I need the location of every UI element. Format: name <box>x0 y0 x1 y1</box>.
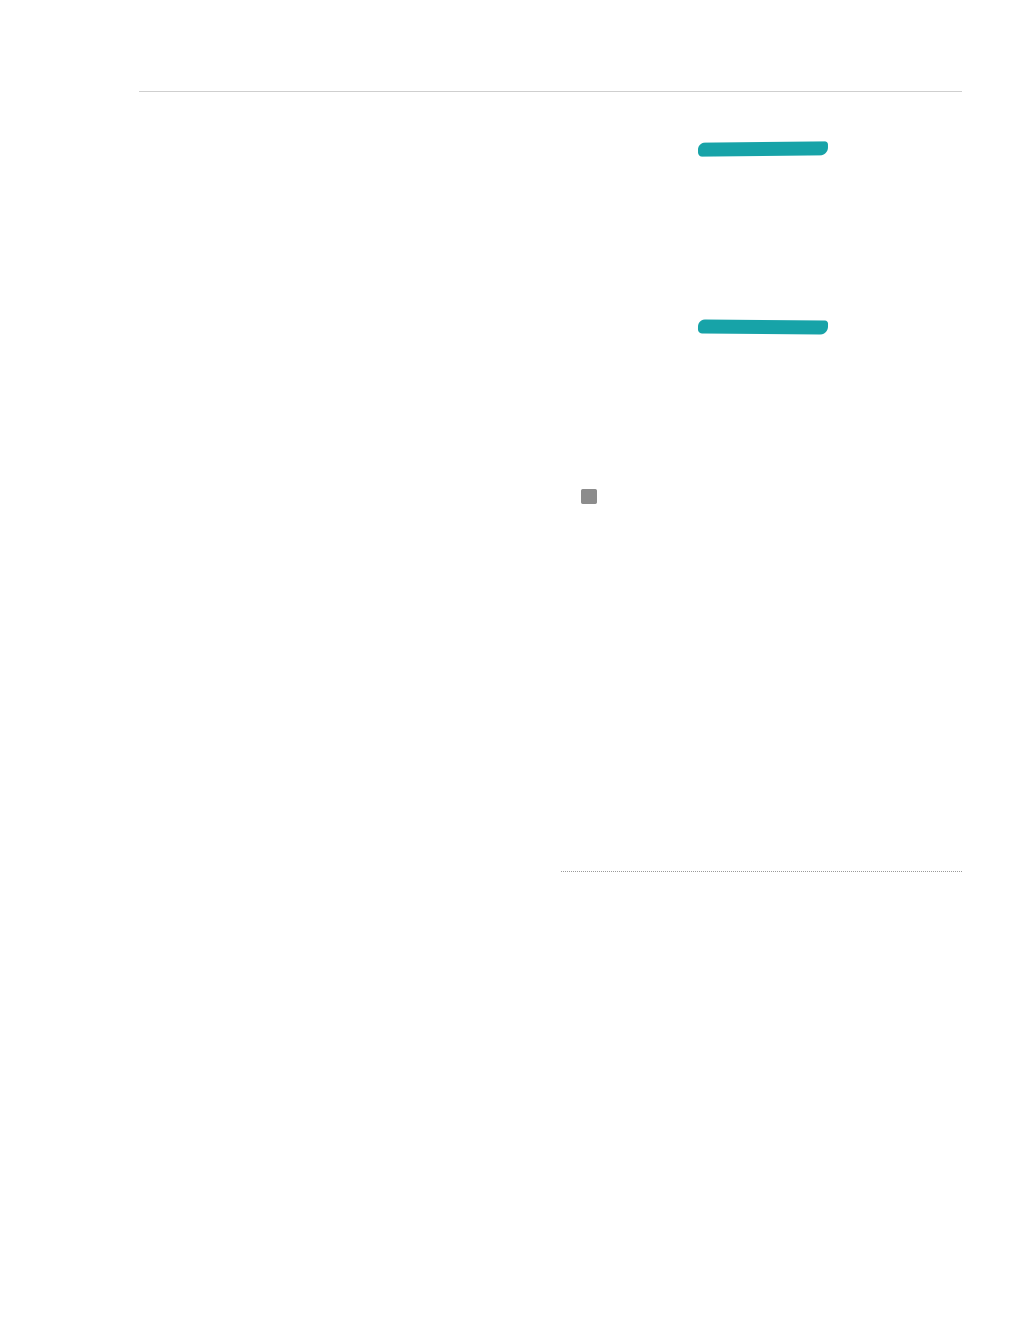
bio-divider <box>561 871 962 872</box>
brush-stroke-top <box>698 141 828 156</box>
start-preparing-body <box>561 488 963 509</box>
end-mark-icon <box>581 489 597 504</box>
header-rule <box>139 91 962 92</box>
start-preparing-p3 <box>561 488 963 509</box>
brush-stroke-bottom <box>698 319 828 334</box>
